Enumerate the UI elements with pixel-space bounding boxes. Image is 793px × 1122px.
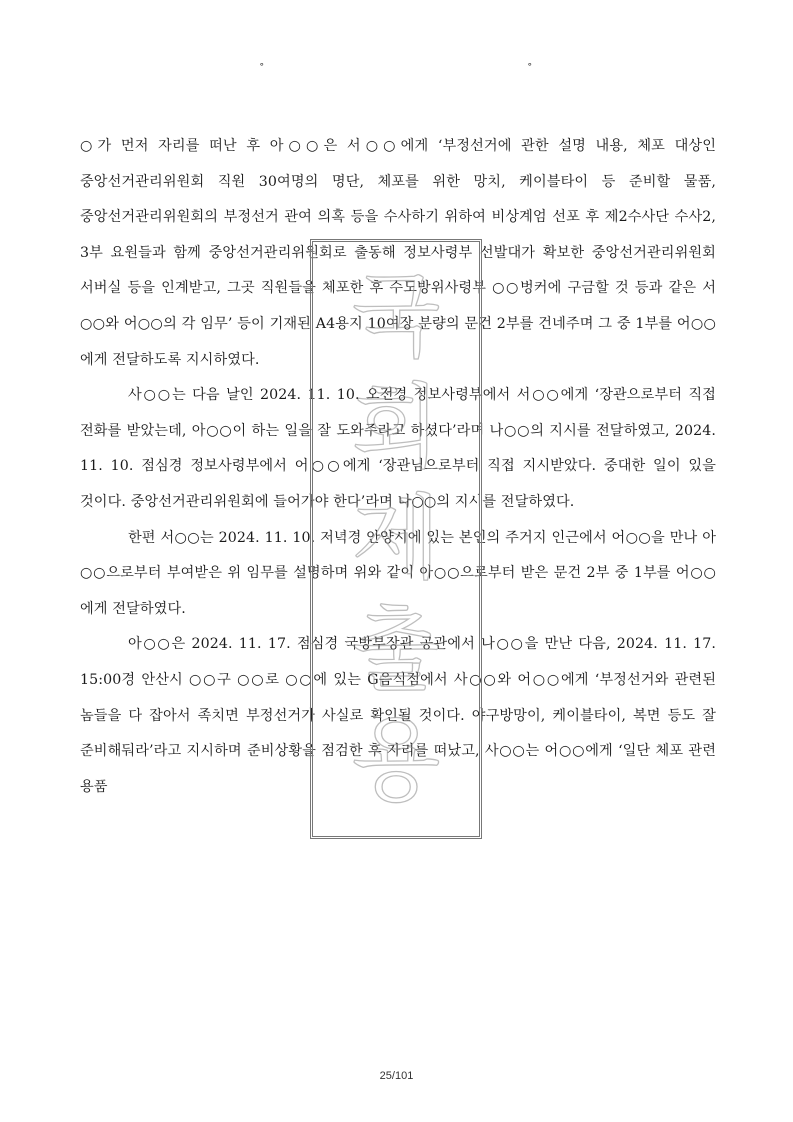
paragraph-3: 한편 서○○는 2024. 11. 10. 저녁경 안양시에 있는 본인의 주거지 인근에서 어○○을 만나 아○○으로부터 부여받은 위 임무를 설명하며 위와 같이 아○○으로부터 받은 문건 2부 중 1부를 어○○에게 전달하였다. (80, 529, 716, 617)
document-body (80, 129, 716, 814)
header-mark-right: ˚ (527, 62, 533, 75)
watermark-char: 출 (351, 595, 441, 703)
watermark-char: 제 (351, 484, 441, 592)
watermark-char: 회 (351, 374, 441, 482)
paragraph-1: ○가 먼저 자리를 떠난 후 아○○은 서○○에게 ‘부정선거에 관한 설명 내용, 체포 대상인 중앙선거관리위원회 직원 30여명의 명단, 체포를 위한 망치, 케이블타이 등 준비할 물품, 중앙선거관리위원회의 부정선거 관여 의혹 등을 수사하기 위하여 비상계엄 선포 후 제2수사단 수사2, 3부 요원들과 함께 중앙선거관리위원회로 출동해 정보사령부 선발대가 확보한 중앙선거관리위원회 서버실 등을 인계받고, 그곳 직원들을 체포한 후 수도방위사령부 ○○벙커에 구금할 것 등과 같은 서○○와 어○○의 각 임무’ 등이 기재된 A4용지 10여장 분량의 문건 2부를 건네주며 그 중 1부를 어○○에게 전달하도록 지시하였다. (80, 138, 716, 368)
watermark-char: 국 (351, 263, 441, 371)
page-number: 25/101 (379, 1070, 414, 1082)
paragraph-4: 아○○은 2024. 11. 17. 점심경 국방부장관 공관에서 나○○을 만난 다음, 2024. 11. 17. 15:00경 안산시 ○○구 ○○로 ○○에 있는 G음식점에서 사○○와 어○○에게 ‘부정선거와 관련된 놈들을 다 잡아서 족치면 부정선거가 사실로 확인될 것이다. 야구방망이, 케이블타이, 복면 등도 잘 준비해둬라’라고 지시하며 준비상황을 점검한 후 자리를 떠났고, 사○○는 어○○에게 ‘일단 체포 관련 용품 (80, 636, 716, 795)
paragraph-2: 사○○는 다음 날인 2024. 11. 10. 오전경 정보사령부에서 서○○에게 ‘장관으로부터 직접 전화를 받았는데, 아○○이 하는 일을 잘 도와주라고 하셨다’라며 나○○의 지시를 전달하였고, 2024. 11. 10. 점심경 정보사령부에서 어○○에게 ‘장관님으로부터 직접 지시받았다. 중대한 일이 있을 것이다. 중앙선거관리위원회에 들어가야 한다’라며 나○○의 지시를 전달하였다. (80, 387, 716, 510)
header-mark-left: ˚ (259, 62, 265, 75)
watermark-char: 용 (351, 706, 441, 814)
